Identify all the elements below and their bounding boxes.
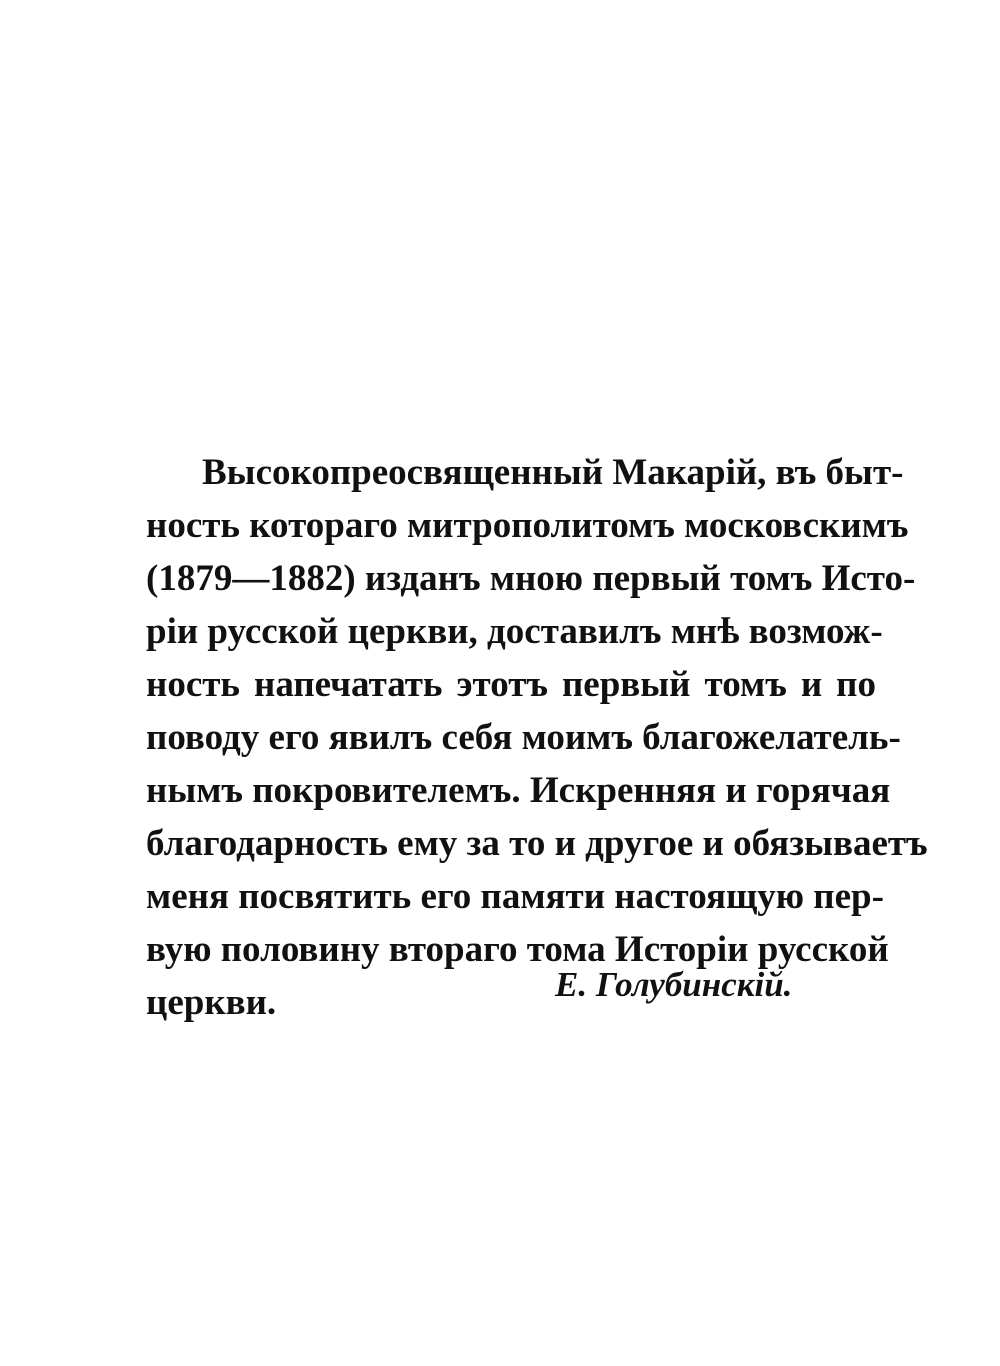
paragraph-line: вую половину втораго тома Исторіи русской	[146, 929, 889, 970]
paragraph-line: ріи русской церкви, доставилъ мнѣ возмож-	[146, 611, 883, 652]
paragraph-line: меня посвятить его памяти настоящую пер-	[146, 876, 884, 917]
paragraph-line: нымъ покровителемъ. Искренняя и горячая	[146, 770, 891, 811]
author-signature: Е. Голубинскій.	[555, 965, 793, 1004]
dedication-paragraph	[146, 446, 928, 1029]
paragraph-line: поводу его явилъ себя моимъ благожелатель-	[146, 717, 901, 758]
paragraph-line: благодарность ему за то и другое и обязываетъ	[146, 823, 928, 864]
paragraph-line: церкви.	[146, 982, 277, 1023]
paragraph-line: Высокопреосвященный Макарій, въ быт-	[202, 452, 904, 493]
paragraph-line: ность котораго митрополитомъ московскимъ	[146, 505, 909, 546]
paragraph-line: ность напечатать этотъ первый томъ и по	[146, 664, 876, 705]
paragraph-line: (1879—1882) изданъ мною первый томъ Исто-	[146, 558, 916, 599]
